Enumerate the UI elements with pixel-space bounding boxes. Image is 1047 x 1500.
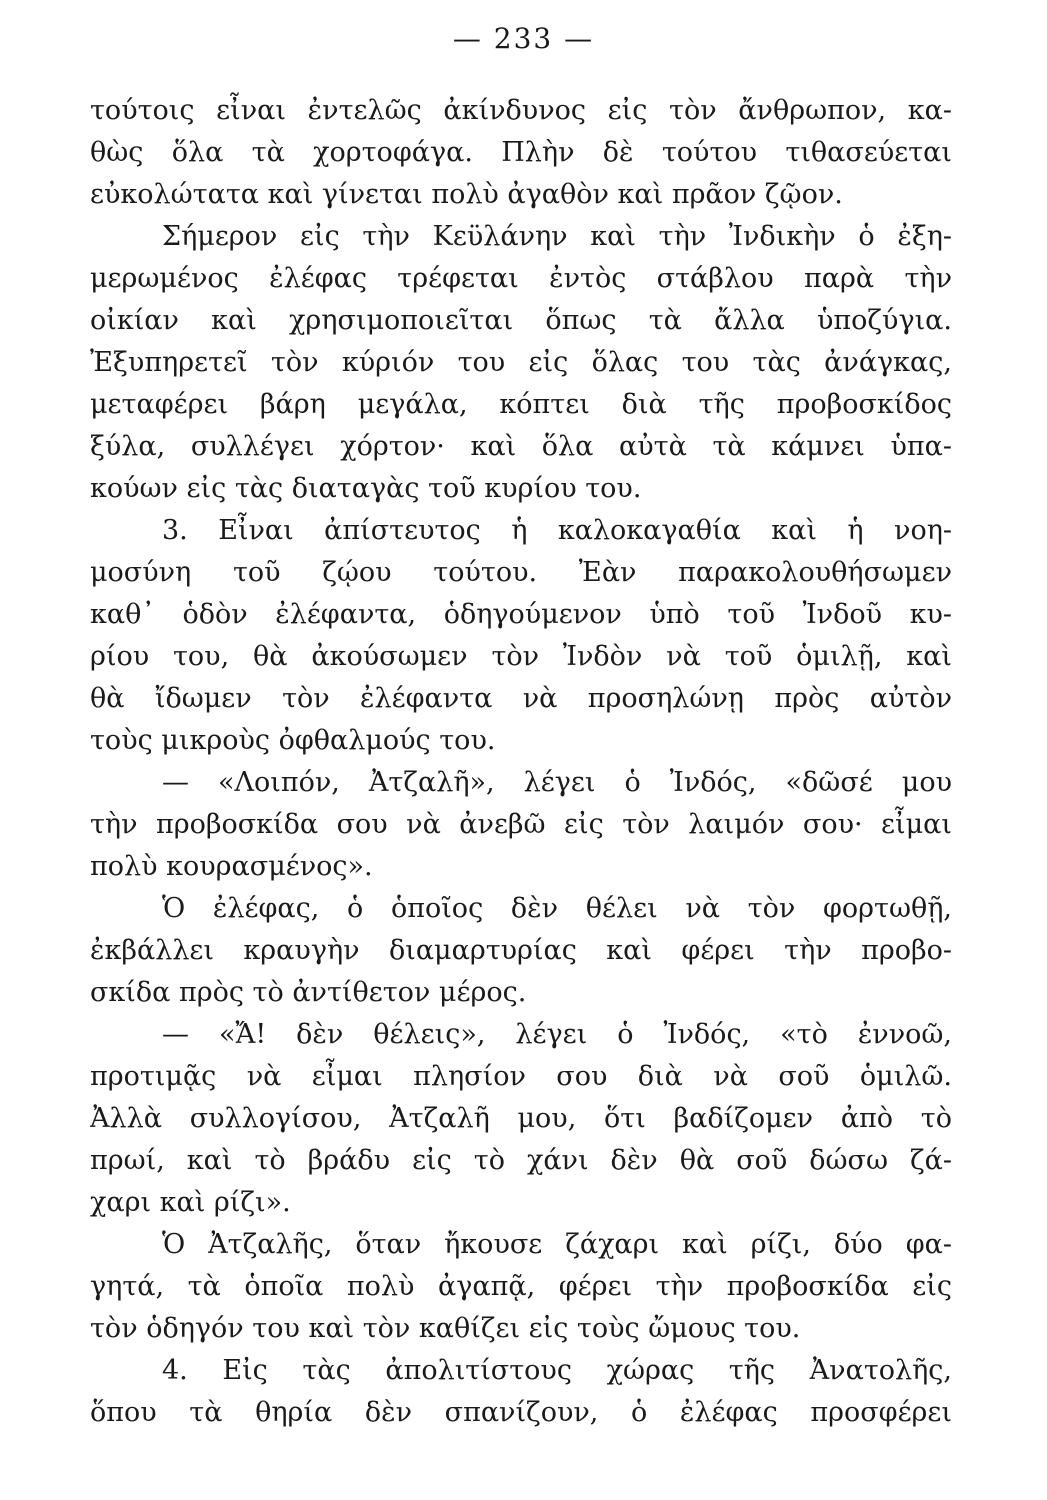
text-line: Σήμερον εἰς τὴν Κεϋλάνην καὶ τὴν Ἰνδικὴν ὁ ἐξη-: [162, 221, 952, 252]
text-line: οἰκίαν καὶ χρησιμοποιεῖται ὅπως τὰ ἄλλα ὑποζύγια.: [90, 305, 952, 336]
text-line: Ἐξυπηρετεῖ τὸν κύριόν του εἰς ὅλας του τὰς ἀνάγκας,: [90, 347, 952, 378]
text-line: θὰ ἴδωμεν τὸν ἐλέφαντα νὰ προσηλώνῃ πρὸς αὐτὸν: [90, 683, 952, 714]
text-line: 3. Εἶναι ἀπίστευτος ἡ καλοκαγαθία καὶ ἡ νοη-: [162, 515, 952, 546]
text-line: πολὺ κουρασμένος».: [90, 851, 373, 882]
text-line: θὼς ὅλα τὰ χορτοφάγα. Πλὴν δὲ τούτου τιθασεύεται: [90, 137, 952, 168]
text-line: τούτοις εἶναι ἐντελῶς ἀκίνδυνος εἰς τὸν ἄνθρωπον, κα-: [90, 95, 952, 126]
text-line: Ὁ Ἀτζαλῆς, ὅταν ἤκουσε ζάχαρι καὶ ρίζι, δύο φα-: [162, 1229, 952, 1260]
text-line: κούων εἰς τὰς διαταγὰς τοῦ κυρίου του.: [90, 473, 642, 504]
text-line: Ἀλλὰ συλλογίσου, Ἀτζαλῆ μου, ὅτι βαδίζομεν ἀπὸ τὸ: [90, 1103, 952, 1134]
text-line: τὴν προβοσκίδα σου νὰ ἀνεβῶ εἰς τὸν λαιμόν σου· εἶμαι: [90, 809, 952, 840]
text-line: προτιμᾷς νὰ εἶμαι πλησίον σου διὰ νὰ σοῦ ὁμιλῶ.: [90, 1061, 952, 1092]
text-line: πρωί, καὶ τὸ βράδυ εἰς τὸ χάνι δὲν θὰ σοῦ δώσω ζά-: [90, 1145, 952, 1176]
text-line: — «Ἄ! δὲν θέλεις», λέγει ὁ Ἰνδός, «τὸ ἐννοῶ,: [162, 1019, 952, 1050]
text-line: ρίου του, θὰ ἀκούσωμεν τὸν Ἰνδὸν νὰ τοῦ ὁμιλῇ, καὶ: [90, 641, 952, 672]
text-line: χαρι καὶ ρίζι».: [90, 1187, 291, 1218]
text-line: γητά, τὰ ὁποῖα πολὺ ἀγαπᾷ, φέρει τὴν προβοσκίδα εἰς: [90, 1271, 952, 1302]
text-line: μοσύνη τοῦ ζῴου τούτου. Ἐὰν παρακολουθήσωμεν: [90, 557, 952, 588]
text-line: — «Λοιπόν, Ἀτζαλῆ», λέγει ὁ Ἰνδός, «δῶσέ μου: [162, 767, 952, 798]
text-line: Ὁ ἐλέφας, ὁ ὁποῖος δὲν θέλει νὰ τὸν φορτωθῇ,: [162, 893, 952, 924]
text-line: εὐκολώτατα καὶ γίνεται πολὺ ἀγαθὸν καὶ πρᾶον ζῷον.: [90, 179, 843, 210]
text-line: καθ᾽ ὁδὸν ἐλέφαντα, ὁδηγούμενον ὑπὸ τοῦ Ἰνδοῦ κυ-: [90, 599, 952, 630]
text-line: ἐκβάλλει κραυγὴν διαμαρτυρίας καὶ φέρει τὴν προβο-: [90, 935, 952, 966]
body-text: [90, 90, 952, 1434]
text-line: τὸν ὁδηγόν του καὶ τὸν καθίζει εἰς τοὺς ὤμους του.: [90, 1313, 801, 1344]
text-line: ὅπου τὰ θηρία δὲν σπανίζουν, ὁ ἐλέφας προσφέρει: [90, 1397, 952, 1428]
text-line: 4. Εἰς τὰς ἀπολιτίστους χώρας τῆς Ἀνατολῆς,: [162, 1355, 952, 1386]
text-line: μεταφέρει βάρη μεγάλα, κόπτει διὰ τῆς προβοσκίδος: [90, 389, 952, 420]
text-line: μερωμένος ἐλέφας τρέφεται ἐντὸς στάβλου παρὰ τὴν: [90, 263, 952, 294]
text-line: ξύλα, συλλέγει χόρτον· καὶ ὅλα αὐτὰ τὰ κάμνει ὑπα-: [90, 431, 952, 462]
page-number: — 233 —: [452, 22, 595, 55]
text-line: τοὺς μικροὺς ὀφθαλμούς του.: [90, 725, 496, 756]
text-line: σκίδα πρὸς τὸ ἀντίθετον μέρος.: [90, 977, 527, 1008]
